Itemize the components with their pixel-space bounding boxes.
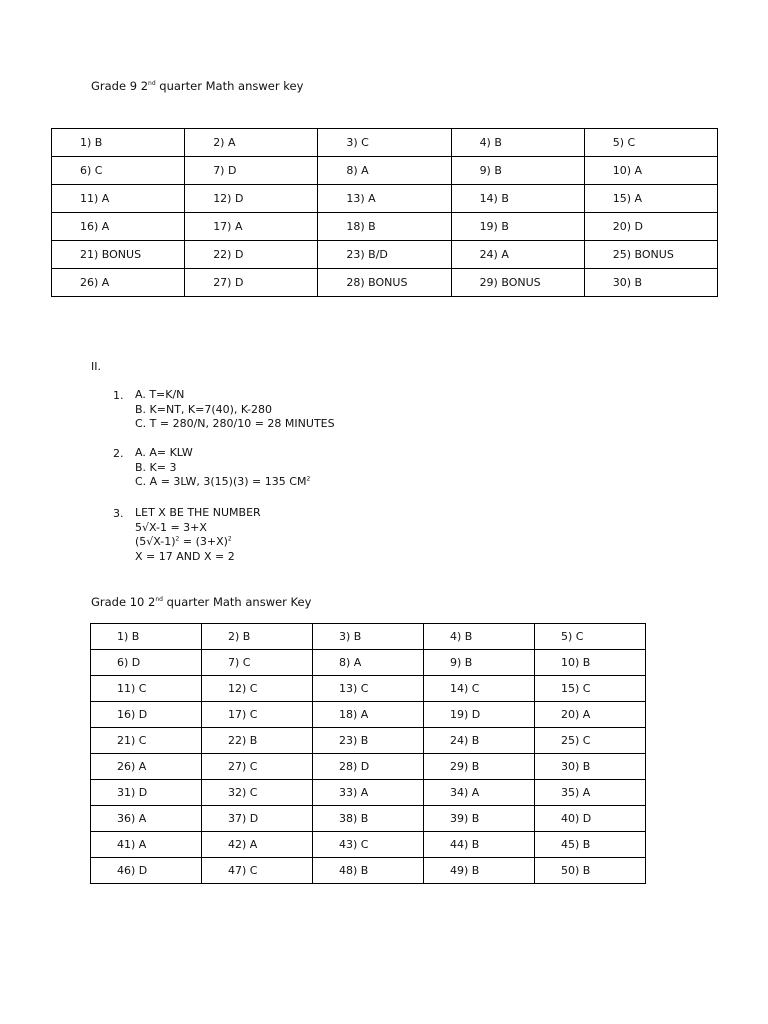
answer-cell: 23) B/D [318,241,451,269]
superscript: 2 [306,475,311,483]
part2-heading: II. [91,360,101,373]
answer-cell: 22) B [202,728,313,754]
part2-item-line: B. K= 3 [135,460,177,474]
answer-cell: 48) B [313,858,424,884]
table-row [91,754,646,780]
answer-cell: 2) A [185,129,318,157]
answer-cell: 6) C [52,157,185,185]
answer-cell: 24) B [424,728,535,754]
answer-cell: 45) B [535,832,646,858]
answer-cell: 3) B [313,624,424,650]
grade9-answer-table [51,128,718,297]
part2-item-line: B. K=NT, K=7(40), K-280 [135,402,272,416]
grade9-title-sup: nd [148,80,156,88]
answer-cell: 31) D [91,780,202,806]
answer-cell: 35) A [535,780,646,806]
answer-cell: 38) B [313,806,424,832]
grade9-title [91,79,303,93]
answer-cell: 15) A [584,185,717,213]
grade9-title-post: quarter Math answer key [155,79,304,93]
grade10-answer-table [90,623,646,884]
answer-cell: 29) B [424,754,535,780]
answer-cell: 1) B [52,129,185,157]
part2-item-line: X = 17 AND X = 2 [135,549,235,563]
grade10-title [91,595,311,609]
part2-item-line: 5√X-1 = 3+X [135,520,207,534]
answer-cell: 26) A [91,754,202,780]
answer-cell: 42) A [202,832,313,858]
answer-cell: 40) D [535,806,646,832]
answer-cell: 4) B [424,624,535,650]
answer-cell: 5) C [584,129,717,157]
answer-cell: 11) C [91,676,202,702]
answer-cell: 23) B [313,728,424,754]
table-row [91,780,646,806]
answer-cell: 47) C [202,858,313,884]
table-row [52,241,718,269]
answer-cell: 16) D [91,702,202,728]
table-row [91,806,646,832]
answer-cell: 37) D [202,806,313,832]
part2-item-line: C. T = 280/N, 280/10 = 28 MINUTES [135,417,335,430]
part2-item-line: A. T=K/N [135,388,185,401]
table-row [91,624,646,650]
answer-cell: 8) A [318,157,451,185]
answer-cell: 27) C [202,754,313,780]
grade9-title-pre: Grade 9 2 [91,79,149,93]
answer-cell: 34) A [424,780,535,806]
part2-item-number: 3. [113,507,124,520]
answer-cell: 49) B [424,858,535,884]
answer-cell: 33) A [313,780,424,806]
answer-cell: 9) B [424,650,535,676]
superscript: 2 [175,535,180,543]
table-row [91,728,646,754]
answer-cell: 46) D [91,858,202,884]
answer-cell: 1) B [91,624,202,650]
answer-cell: 5) C [535,624,646,650]
answer-cell: 26) A [52,269,185,297]
grade10-title-pre: Grade 10 2 [91,595,156,609]
answer-cell: 11) A [52,185,185,213]
answer-cell: 10) A [584,157,717,185]
answer-cell: 7) D [185,157,318,185]
answer-cell: 13) C [313,676,424,702]
answer-cell: 20) D [584,213,717,241]
table-row [52,157,718,185]
answer-cell: 32) C [202,780,313,806]
answer-cell: 12) D [185,185,318,213]
answer-cell: 41) A [91,832,202,858]
table-row [52,213,718,241]
answer-cell: 29) BONUS [451,269,584,297]
answer-cell: 16) A [52,213,185,241]
answer-cell: 10) B [535,650,646,676]
table-row [52,269,718,297]
answer-cell: 13) A [318,185,451,213]
answer-cell: 25) C [535,728,646,754]
answer-cell: 3) C [318,129,451,157]
answer-cell: 28) BONUS [318,269,451,297]
table-row [91,832,646,858]
answer-cell: 2) B [202,624,313,650]
answer-cell: 15) C [535,676,646,702]
answer-cell: 17) A [185,213,318,241]
answer-cell: 12) C [202,676,313,702]
part2-item-line: LET X BE THE NUMBER [135,506,261,519]
answer-cell: 20) A [535,702,646,728]
answer-cell: 6) D [91,650,202,676]
table-row [91,702,646,728]
answer-cell: 14) C [424,676,535,702]
table-row [91,858,646,884]
part2-item-number: 2. [113,447,124,460]
table-row [52,185,718,213]
answer-cell: 36) A [91,806,202,832]
table-row [91,650,646,676]
part2-item-line: C. A = 3LW, 3(15)(3) = 135 CM [135,475,307,488]
part2-item-number: 1. [113,389,124,402]
grade10-title-post: quarter Math answer Key [162,595,312,609]
answer-cell: 39) B [424,806,535,832]
answer-cell: 19) B [451,213,584,241]
answer-cell: 43) C [313,832,424,858]
answer-cell: 4) B [451,129,584,157]
table-row [52,129,718,157]
part2-item-line: A. A= KLW [135,446,193,459]
answer-cell: 30) B [584,269,717,297]
grade10-title-sup: nd [155,596,163,604]
answer-cell: 27) D [185,269,318,297]
answer-cell: 19) D [424,702,535,728]
answer-cell: 28) D [313,754,424,780]
superscript: 2 [227,535,232,543]
answer-cell: 8) A [313,650,424,676]
answer-cell: 44) B [424,832,535,858]
answer-cell: 24) A [451,241,584,269]
answer-cell: 7) C [202,650,313,676]
answer-cell: 25) BONUS [584,241,717,269]
part2-item-line: (5√X-1) [135,535,176,548]
table-row [91,676,646,702]
answer-cell: 9) B [451,157,584,185]
answer-cell: 30) B [535,754,646,780]
answer-cell: 14) B [451,185,584,213]
answer-cell: 18) A [313,702,424,728]
part2-item-line-continued: = (3+X) [179,535,228,548]
answer-cell: 22) D [185,241,318,269]
answer-cell: 17) C [202,702,313,728]
answer-cell: 21) BONUS [52,241,185,269]
answer-cell: 21) C [91,728,202,754]
answer-cell: 18) B [318,213,451,241]
answer-cell: 50) B [535,858,646,884]
